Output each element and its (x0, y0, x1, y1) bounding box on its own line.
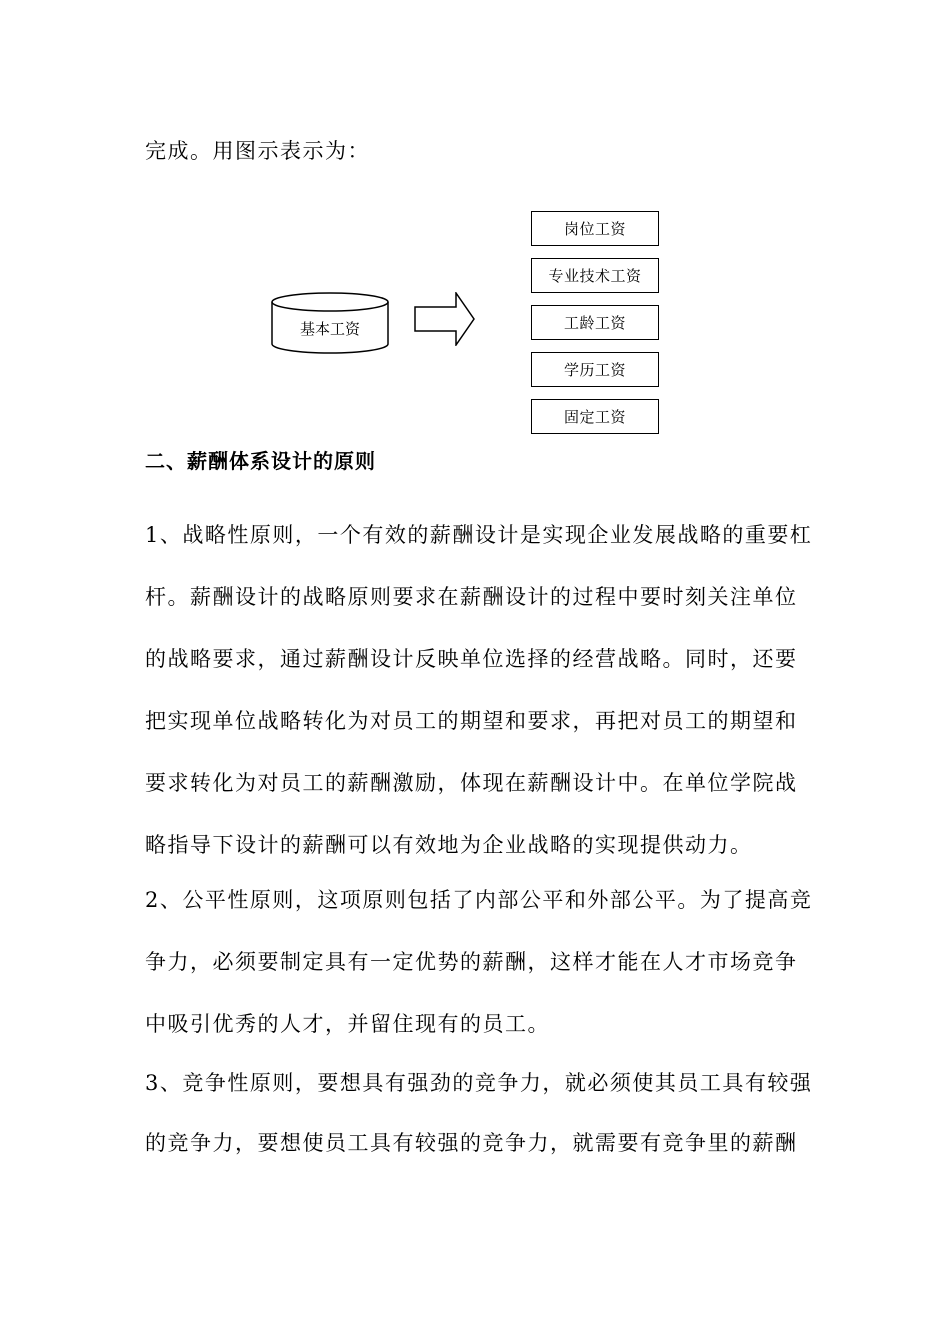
paragraph-line: 杆。薪酬设计的战略原则要求在薪酬设计的过程中要时刻关注单位 (145, 585, 798, 609)
paragraph-line: 要求转化为对员工的薪酬激励，体现在薪酬设计中。在单位学院战 (145, 771, 798, 795)
component-box: 岗位工资 (531, 211, 659, 246)
component-box: 专业技术工资 (531, 258, 659, 293)
paragraph-line: 争力，必须要制定具有一定优势的薪酬，这样才能在人才市场竞争 (145, 950, 798, 974)
paragraph-line: 中吸引优秀的人才，并留住现有的员工。 (145, 1012, 550, 1036)
component-box: 固定工资 (531, 399, 659, 434)
paragraph-line: 的竞争力，要想使员工具有较强的竞争力，就需要有竞争里的薪酬 (145, 1131, 798, 1155)
intro-line: 完成。用图示表示为： (145, 139, 370, 163)
component-box: 学历工资 (531, 352, 659, 387)
component-box: 工龄工资 (531, 305, 659, 340)
right-arrow-icon (414, 292, 476, 346)
paragraph-line: 1、战略性原则，一个有效的薪酬设计是实现企业发展战略的重要杠 (145, 523, 813, 547)
paragraph-line: 的战略要求，通过薪酬设计反映单位选择的经营战略。同时，还要 (145, 647, 798, 671)
diagram-source-label: 基本工资 (299, 320, 360, 338)
paragraph-line: 2、公平性原则，这项原则包括了内部公平和外部公平。为了提高竞 (145, 888, 813, 912)
paragraph-line: 略指导下设计的薪酬可以有效地为企业战略的实现提供动力。 (145, 833, 753, 857)
paragraph-line: 把实现单位战略转化为对员工的期望和要求，再把对员工的期望和 (145, 709, 798, 733)
paragraph-line: 3、竞争性原则，要想具有强劲的竞争力，就必须使其员工具有较强 (145, 1071, 813, 1095)
section-heading: 二、薪酬体系设计的原则 (145, 449, 376, 473)
